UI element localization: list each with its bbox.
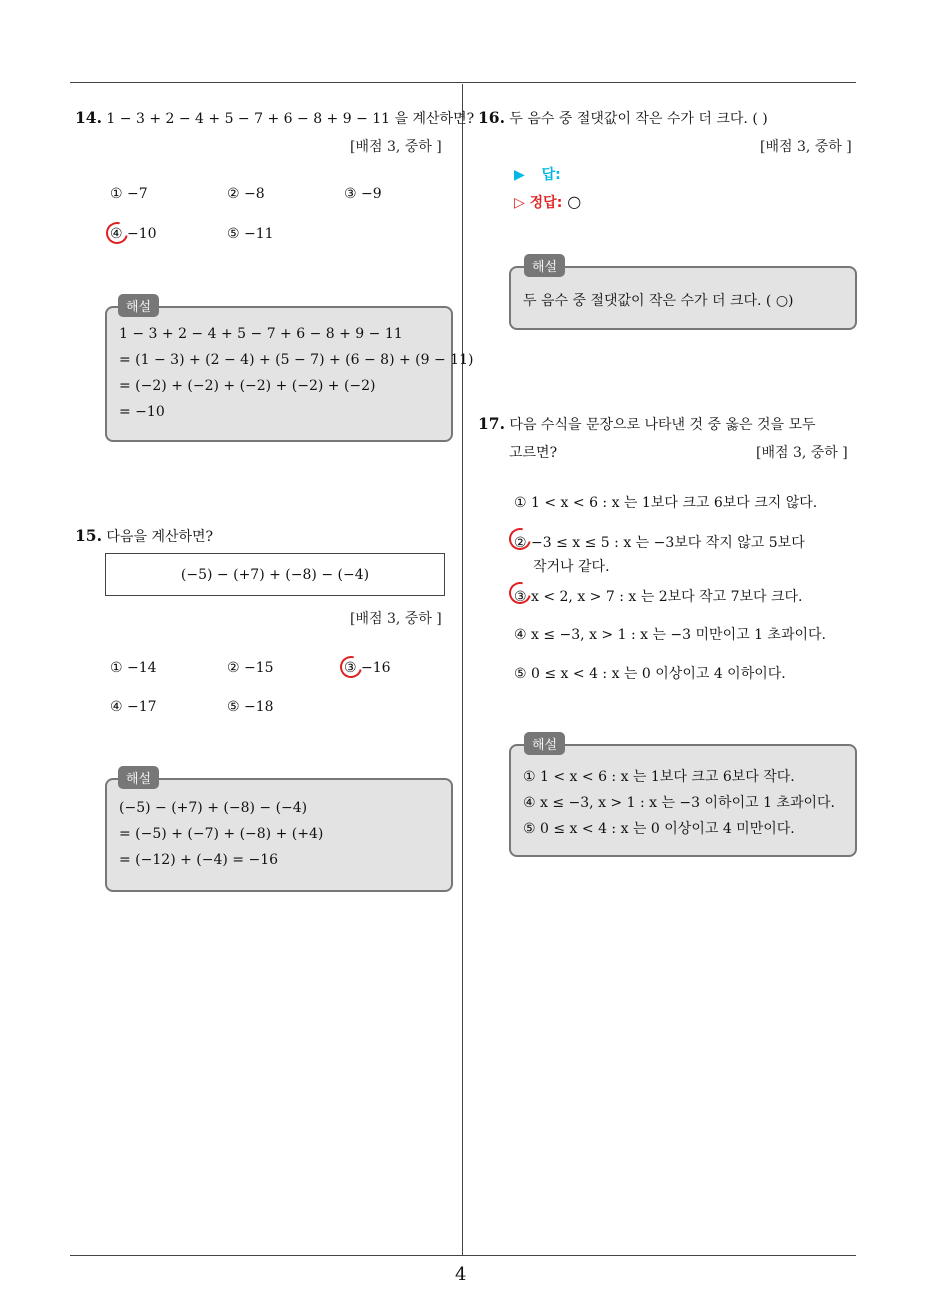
- option-1[interactable]: ① −14: [110, 660, 157, 676]
- option-2-continued: 작거나 같다.: [533, 559, 610, 575]
- explanation-line: = (1 − 3) + (2 − 4) + (5 − 7) + (6 − 8) + (9 − 11): [119, 352, 474, 368]
- option-4[interactable]: ④ −10: [110, 226, 157, 242]
- page-number: 4: [455, 1264, 467, 1285]
- score-label: [배점 3, 중하 ]: [760, 139, 852, 155]
- option-4[interactable]: ④ −17: [110, 699, 157, 715]
- formula-text: (−5) − (+7) + (−8) − (−4): [180, 566, 370, 583]
- correct-value: ○: [567, 192, 582, 211]
- question-text: 1 − 3 + 2 − 4 + 5 − 7 + 6 − 8 + 9 − 11 을 계산하면?: [106, 111, 475, 127]
- answer-label: 답:: [541, 167, 561, 183]
- option-4[interactable]: ④ x ≤ −3, x > 1 : x 는 −3 미만이고 1 초과이다.: [514, 627, 826, 643]
- explanation-line: (−5) − (+7) + (−8) − (−4): [119, 800, 308, 816]
- question-text-line2: 고르면?: [509, 445, 558, 461]
- formula-box: [105, 553, 445, 596]
- explanation-tag: 해설: [524, 732, 565, 755]
- option-2[interactable]: ② −15: [227, 660, 274, 676]
- explanation-line: = (−5) + (−7) + (−8) + (+4): [119, 826, 324, 842]
- answer-arrow-icon: ▶: [514, 167, 525, 183]
- explanation-tag: 해설: [118, 294, 159, 317]
- question-text: 다음을 계산하면?: [106, 529, 214, 545]
- option-1[interactable]: ① 1 < x < 6 : x 는 1보다 크고 6보다 크지 않다.: [514, 495, 818, 511]
- explanation-line: = (−12) + (−4) = −16: [119, 852, 279, 868]
- explanation-box: [509, 744, 857, 857]
- selected-answer-mark-icon: [102, 218, 132, 248]
- score-label: [배점 3, 중하 ]: [756, 445, 848, 461]
- bottom-rule: [70, 1255, 856, 1256]
- option-2[interactable]: ② −3 ≤ x ≤ 5 : x 는 −3보다 작지 않고 5보다: [514, 535, 805, 551]
- correct-answer-row: [514, 192, 581, 212]
- correct-label: 정답:: [529, 195, 563, 211]
- option-5[interactable]: ⑤ 0 ≤ x < 4 : x 는 0 이상이고 4 이하이다.: [514, 666, 786, 682]
- explanation-line: = (−2) + (−2) + (−2) + (−2) + (−2): [119, 378, 376, 394]
- question-text: 두 음수 중 절댓값이 작은 수가 더 크다. ( ): [509, 111, 768, 127]
- option-3[interactable]: ③ −16: [344, 660, 391, 676]
- question-text-line1: 다음 수식을 문장으로 나타낸 것 중 옳은 것을 모두: [509, 417, 816, 433]
- explanation-line: ① 1 < x < 6 : x 는 1보다 크고 6보다 작다.: [523, 769, 795, 785]
- question-number: 15.: [75, 526, 102, 545]
- score-label: [배점 3, 중하 ]: [350, 611, 442, 627]
- explanation-line: ④ x ≤ −3, x > 1 : x 는 −3 이하이고 1 초과이다.: [523, 795, 835, 811]
- selected-answer-mark-icon: [336, 652, 366, 682]
- option-2[interactable]: ② −8: [227, 186, 265, 202]
- score-label: [배점 3, 중하 ]: [350, 139, 442, 155]
- explanation-tag: 해설: [524, 254, 565, 277]
- top-rule: [70, 82, 856, 83]
- option-3[interactable]: ③ −9: [344, 186, 382, 202]
- explanation-box: [105, 778, 453, 892]
- explanation-line: 두 음수 중 절댓값이 작은 수가 더 크다. ( ○): [523, 293, 794, 309]
- column-divider: [462, 84, 463, 1256]
- question-number: 14.: [75, 108, 102, 127]
- explanation-line: 1 − 3 + 2 − 4 + 5 − 7 + 6 − 8 + 9 − 11: [119, 326, 403, 342]
- explanation-tag: 해설: [118, 766, 159, 789]
- question-number: 16.: [478, 108, 505, 127]
- option-5[interactable]: ⑤ −11: [227, 226, 274, 242]
- explanation-line: = −10: [119, 404, 165, 420]
- question-number: 17.: [478, 414, 505, 433]
- option-3[interactable]: ③ x < 2, x > 7 : x 는 2보다 작고 7보다 크다.: [514, 589, 803, 605]
- explanation-line: ⑤ 0 ≤ x < 4 : x 는 0 이상이고 4 미만이다.: [523, 821, 795, 837]
- answer-row[interactable]: [514, 164, 561, 184]
- option-5[interactable]: ⑤ −18: [227, 699, 274, 715]
- explanation-box: [105, 306, 474, 442]
- correct-arrow-icon: ▷: [514, 195, 525, 211]
- option-1[interactable]: ① −7: [110, 186, 148, 202]
